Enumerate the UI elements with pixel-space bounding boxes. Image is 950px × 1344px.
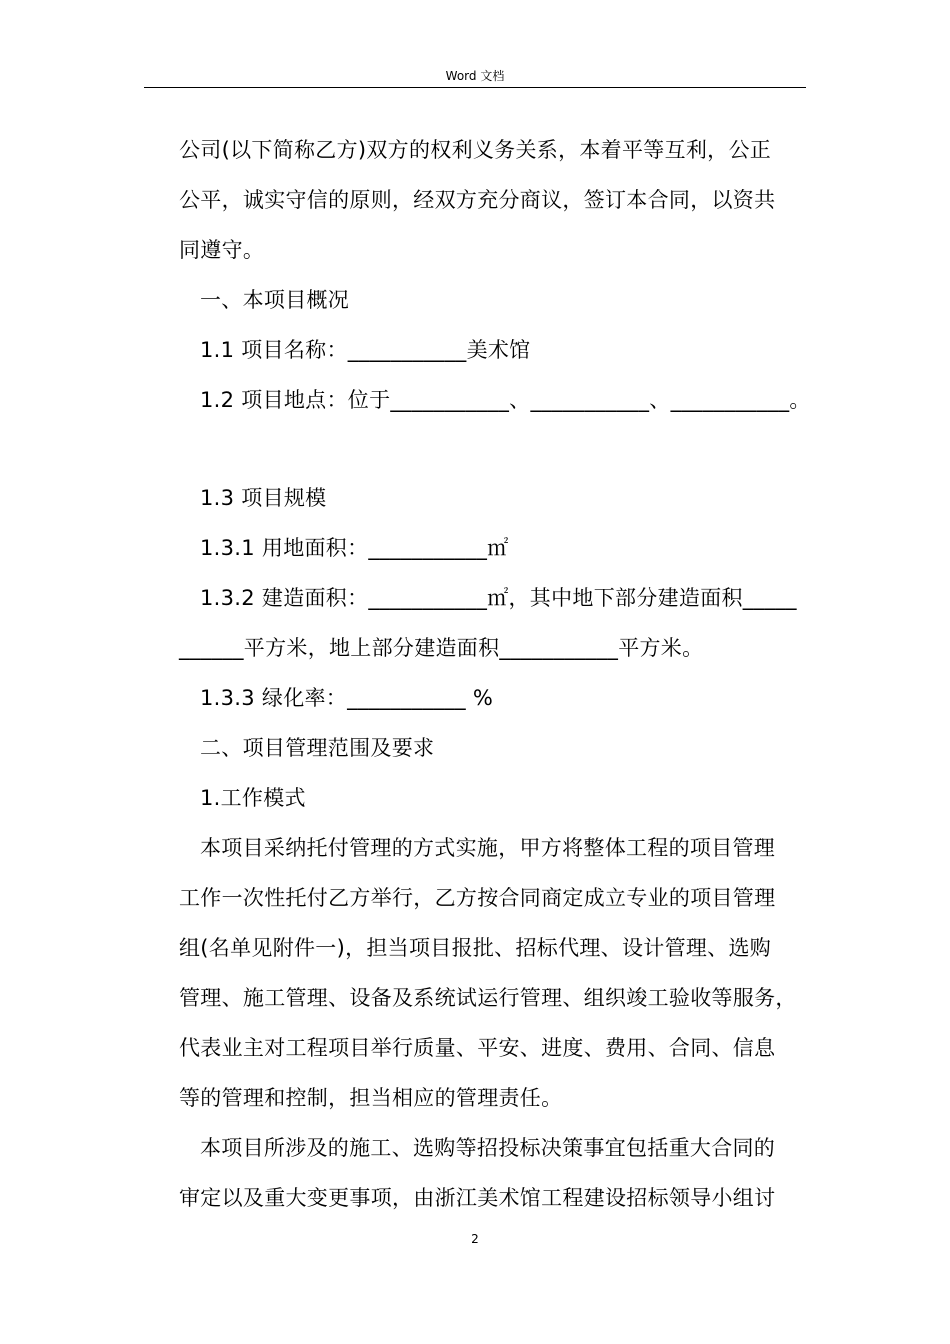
body-line: 同遵守。	[179, 238, 265, 262]
body-line: 审定以及重大变更事项，由浙江美术馆工程建设招标领导小组讨	[179, 1186, 776, 1210]
header-title: Word 文档	[445, 69, 505, 83]
body-line: 工作一次性托付乙方举行，乙方按合同商定成立专业的项目管理	[179, 886, 776, 910]
body-line: 本项目采纳托付管理的方式实施，甲方将整体工程的项目管理	[200, 836, 776, 860]
body-line: 管理、施工管理、设备及系统试运行管理、组织竣工验收等服务，	[179, 986, 797, 1010]
body-line: 组(名单见附件一)，担当项目报批、招标代理、设计管理、选购	[179, 936, 772, 960]
body-line: 1.2 项目地点：位于___________、___________、___________。	[200, 388, 811, 412]
body-line: 代表业主对工程项目举行质量、平安、进度、费用、合同、信息	[179, 1036, 776, 1060]
body-line: 本项目所涉及的施工、选购等招投标决策事宜包括重大合同的	[200, 1136, 776, 1160]
page-number: 2	[471, 1232, 479, 1246]
body-line: 1.3.2 建造面积：___________㎡，其中地下部分建造面积_____	[200, 586, 797, 610]
body-line: 公平，诚实守信的原则，经双方充分商议，签订本合同，以资共	[179, 188, 776, 212]
section-heading: 二、项目管理范围及要求	[200, 736, 435, 760]
section-heading: 一、本项目概况	[200, 288, 350, 312]
body-line: ______平方米，地上部分建造面积___________平方米。	[179, 636, 704, 660]
body-line: 1.3.3 绿化率：___________ %	[200, 686, 494, 710]
header-divider	[144, 87, 806, 88]
body-line: 公司(以下简称乙方)双方的权利义务关系，本着平等互利，公正	[179, 138, 772, 162]
section-heading: 1.工作模式	[200, 786, 306, 810]
body-line: 1.3.1 用地面积：___________㎡	[200, 536, 509, 560]
body-line: 1.1 项目名称：___________美术馆	[200, 338, 531, 362]
section-heading: 1.3 项目规模	[200, 486, 327, 510]
body-line: 等的管理和控制，担当相应的管理责任。	[179, 1086, 563, 1110]
